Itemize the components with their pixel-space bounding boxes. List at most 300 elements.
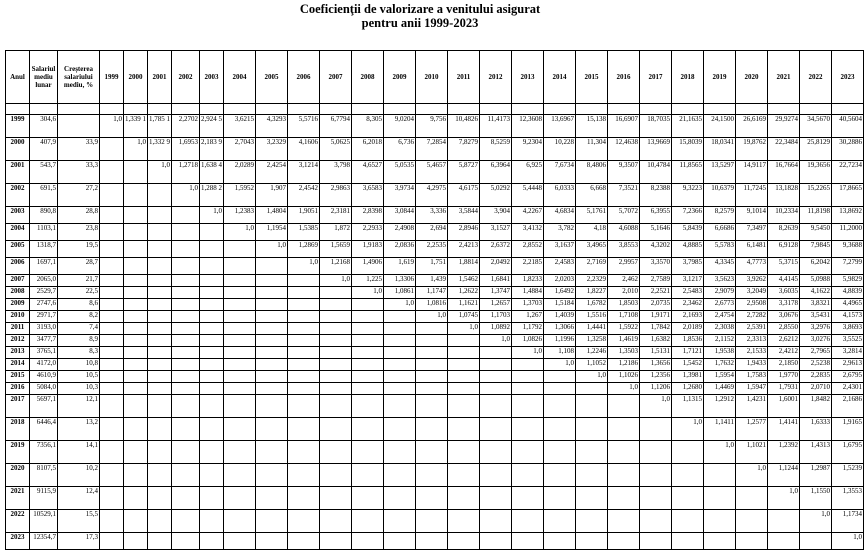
valorization-table — [5, 50, 864, 550]
coefficient-cell: 1,3981 — [672, 371, 704, 383]
salary-cell: 304,6 — [30, 115, 58, 138]
coefficient-cell — [172, 464, 200, 487]
coefficient-cell: 2,462 — [608, 275, 640, 287]
coefficient-cell — [512, 371, 544, 383]
coefficient-cell: 3,798 — [320, 161, 352, 184]
coefficient-cell — [576, 441, 608, 464]
growth-cell — [58, 115, 100, 138]
coefficient-cell: 1,0 — [736, 464, 768, 487]
coefficient-cell: 8,2639 — [768, 224, 800, 241]
coefficient-cell — [352, 371, 384, 383]
coefficient-cell — [288, 441, 320, 464]
coefficient-cell — [224, 464, 256, 487]
table-row — [6, 258, 864, 275]
coefficient-cell: 1,4313 — [800, 441, 832, 464]
coefficient-cell — [224, 418, 256, 441]
coefficient-cell — [124, 464, 148, 487]
coefficient-cell — [544, 395, 576, 418]
coefficient-cell — [544, 418, 576, 441]
table-row — [6, 464, 864, 487]
coefficient-cell: 1,2186 — [608, 359, 640, 371]
coefficient-cell: 13,5297 — [704, 161, 736, 184]
coefficient-cell: 5,5783 — [704, 241, 736, 258]
coefficient-cell: 3,1214 — [288, 161, 320, 184]
coefficient-cell — [148, 224, 172, 241]
coefficient-cell: 6,2042 — [800, 258, 832, 275]
growth-cell: 10,8 — [58, 359, 100, 371]
coefficient-cell — [148, 287, 172, 299]
coefficient-cell — [124, 533, 148, 550]
coefficient-cell: 2,6372 — [480, 241, 512, 258]
coefficient-cell — [100, 441, 124, 464]
coefficient-cell: 1,1026 — [608, 371, 640, 383]
coefficient-cell — [100, 241, 124, 258]
coefficient-cell — [124, 241, 148, 258]
coefficient-cell: 1,6841 — [480, 275, 512, 287]
coefficient-cell: 3,904 — [480, 207, 512, 224]
coefficient-cell — [704, 510, 736, 533]
coefficient-cell — [736, 487, 768, 510]
coefficient-cell — [352, 464, 384, 487]
coefficient-cell — [100, 464, 124, 487]
coefficient-cell: 1,7108 — [608, 311, 640, 323]
coefficient-cell — [288, 510, 320, 533]
coefficient-cell: 2,4908 — [384, 224, 416, 241]
coefficient-cell: 1,5954 — [704, 371, 736, 383]
coefficient-cell: 4,6088 — [608, 224, 640, 241]
coefficient-cell: 1,0 — [224, 224, 256, 241]
coefficient-cell: 1,0 — [172, 184, 200, 207]
coefficient-cell: 1,0 — [384, 299, 416, 311]
coefficient-cell: 1,0 — [704, 441, 736, 464]
coefficient-cell — [200, 323, 224, 335]
coefficient-cell: 1,3703 — [512, 299, 544, 311]
coefficient-cell — [100, 418, 124, 441]
coefficient-cell: 3,5525 — [832, 335, 864, 347]
coefficient-cell: 2,2329 — [576, 275, 608, 287]
coefficient-cell: 4,8885 — [672, 241, 704, 258]
coefficient-cell: 2,1693 — [672, 311, 704, 323]
coefficient-cell: 1,1996 — [544, 335, 576, 347]
coefficient-cell — [448, 395, 480, 418]
coefficient-cell — [416, 359, 448, 371]
coefficient-cell: 3,6583 — [352, 184, 384, 207]
year-cell: 2023 — [6, 533, 30, 550]
coefficient-cell — [100, 347, 124, 359]
column-header: 2005 — [256, 51, 288, 104]
coefficient-cell: 16,7664 — [768, 161, 800, 184]
coefficient-cell: 1,0 — [256, 241, 288, 258]
column-header: 2013 — [512, 51, 544, 104]
coefficient-cell — [320, 335, 352, 347]
coefficient-cell — [448, 487, 480, 510]
coefficient-cell: 5,0988 — [800, 275, 832, 287]
coefficient-cell — [200, 347, 224, 359]
coefficient-cell: 19,8762 — [736, 138, 768, 161]
coefficient-cell — [608, 395, 640, 418]
salary-cell: 5084,0 — [30, 383, 58, 395]
coefficient-cell — [480, 395, 512, 418]
coefficient-cell — [384, 335, 416, 347]
column-header: Creșterea salariului mediu, % — [58, 51, 100, 104]
coefficient-cell: 5,0292 — [480, 184, 512, 207]
salary-cell: 4610,9 — [30, 371, 58, 383]
coefficient-cell — [320, 533, 352, 550]
coefficient-cell — [384, 533, 416, 550]
coefficient-cell — [256, 359, 288, 371]
coefficient-cell: 1,0 — [352, 287, 384, 299]
table-header-row — [6, 51, 864, 104]
column-header: 2019 — [704, 51, 736, 104]
coefficient-cell — [320, 418, 352, 441]
coefficient-cell: 1,0 — [512, 347, 544, 359]
coefficient-cell — [448, 510, 480, 533]
coefficient-cell — [224, 323, 256, 335]
coefficient-cell — [416, 418, 448, 441]
coefficient-cell: 4,1573 — [832, 311, 864, 323]
coefficient-cell — [256, 258, 288, 275]
coefficient-cell — [512, 383, 544, 395]
coefficient-cell — [288, 533, 320, 550]
coefficient-cell — [200, 441, 224, 464]
coefficient-cell: 1,4469 — [704, 383, 736, 395]
coefficient-cell: 4,2975 — [416, 184, 448, 207]
coefficient-cell — [288, 311, 320, 323]
coefficient-cell: 2,0836 — [384, 241, 416, 258]
coefficient-cell: 1,4804 — [256, 207, 288, 224]
coefficient-cell: 8,2388 — [640, 184, 672, 207]
coefficient-cell: 15,8039 — [672, 138, 704, 161]
growth-cell: 33,3 — [58, 161, 100, 184]
column-header: 2006 — [288, 51, 320, 104]
coefficient-cell: 3,782 — [544, 224, 576, 241]
coefficient-cell — [512, 359, 544, 371]
coefficient-cell: 5,8439 — [672, 224, 704, 241]
coefficient-cell — [768, 533, 800, 550]
coefficient-cell: 3,8693 — [832, 323, 864, 335]
coefficient-cell: 2,8946 — [448, 224, 480, 241]
coefficient-cell: 3,2329 — [256, 138, 288, 161]
coefficient-cell — [480, 464, 512, 487]
coefficient-cell — [384, 323, 416, 335]
coefficient-cell: 11,2000 — [832, 224, 864, 241]
coefficient-cell — [256, 347, 288, 359]
coefficient-cell — [608, 487, 640, 510]
coefficient-cell: 3,4965 — [576, 241, 608, 258]
growth-cell: 10,3 — [58, 383, 100, 395]
coefficient-cell: 3,6035 — [768, 287, 800, 299]
coefficient-cell — [320, 359, 352, 371]
coefficient-cell: 2,0203 — [544, 275, 576, 287]
coefficient-cell: 1,6782 — [576, 299, 608, 311]
year-cell: 2006 — [6, 258, 30, 275]
coefficient-cell — [100, 224, 124, 241]
coefficient-cell — [640, 487, 672, 510]
coefficient-cell: 2,3462 — [672, 299, 704, 311]
coefficient-cell — [256, 335, 288, 347]
coefficient-cell — [124, 395, 148, 418]
coefficient-cell: 1,2869 — [288, 241, 320, 258]
coefficient-cell: 1,6333 — [800, 418, 832, 441]
spacer-cell — [6, 104, 30, 115]
table-row — [6, 371, 864, 383]
coefficient-cell: 7,2854 — [416, 138, 448, 161]
coefficient-cell — [124, 418, 148, 441]
coefficient-cell — [148, 335, 172, 347]
coefficient-cell: 1,4884 — [512, 287, 544, 299]
salary-cell: 9115,9 — [30, 487, 58, 510]
coefficient-cell — [148, 418, 172, 441]
coefficient-cell: 1,1747 — [416, 287, 448, 299]
coefficient-cell: 9,5450 — [800, 224, 832, 241]
coefficient-cell — [448, 383, 480, 395]
coefficient-cell — [100, 184, 124, 207]
coefficient-cell: 2,0735 — [640, 299, 672, 311]
coefficient-cell — [416, 533, 448, 550]
coefficient-cell — [224, 275, 256, 287]
coefficient-cell — [416, 510, 448, 533]
coefficient-cell: 1,5922 — [608, 323, 640, 335]
coefficient-cell: 11,4173 — [480, 115, 512, 138]
coefficient-cell: 13,1828 — [768, 184, 800, 207]
coefficient-cell — [256, 311, 288, 323]
coefficient-cell — [576, 533, 608, 550]
coefficient-cell — [148, 371, 172, 383]
coefficient-cell: 1,3066 — [544, 323, 576, 335]
coefficient-cell: 1,2577 — [736, 418, 768, 441]
coefficient-cell — [480, 371, 512, 383]
coefficient-cell: 30,2886 — [832, 138, 864, 161]
coefficient-cell: 1,0 — [672, 418, 704, 441]
column-header: 2014 — [544, 51, 576, 104]
coefficient-cell — [480, 359, 512, 371]
coefficient-cell: 2,3313 — [736, 335, 768, 347]
coefficient-cell — [512, 418, 544, 441]
coefficient-cell: 1,4906 — [352, 258, 384, 275]
year-cell: 2014 — [6, 359, 30, 371]
coefficient-cell — [352, 510, 384, 533]
coefficient-cell: 2,924 5 — [200, 115, 224, 138]
coefficient-cell — [172, 371, 200, 383]
coefficient-cell: 1,0 — [448, 323, 480, 335]
coefficient-cell — [640, 464, 672, 487]
coefficient-cell — [224, 441, 256, 464]
spacer-cell — [352, 104, 384, 115]
coefficient-cell — [100, 533, 124, 550]
coefficient-cell — [172, 224, 200, 241]
coefficient-cell — [352, 395, 384, 418]
coefficient-cell — [172, 533, 200, 550]
coefficient-cell — [224, 533, 256, 550]
coefficient-cell: 4,8839 — [832, 287, 864, 299]
coefficient-cell: 15,138 — [576, 115, 608, 138]
growth-cell: 15,5 — [58, 510, 100, 533]
coefficient-cell: 4,1606 — [288, 138, 320, 161]
coefficient-cell — [124, 323, 148, 335]
coefficient-cell — [256, 418, 288, 441]
coefficient-cell — [640, 418, 672, 441]
coefficient-cell: 6,0333 — [544, 184, 576, 207]
table-spacer-row — [6, 104, 864, 115]
year-cell: 2011 — [6, 323, 30, 335]
coefficient-cell: 1,1703 — [480, 311, 512, 323]
coefficient-cell: 2,010 — [608, 287, 640, 299]
coefficient-cell — [384, 441, 416, 464]
coefficient-cell: 1,0 — [576, 371, 608, 383]
column-header: 2007 — [320, 51, 352, 104]
coefficient-cell — [384, 383, 416, 395]
coefficient-cell: 2,4213 — [448, 241, 480, 258]
coefficient-cell — [736, 510, 768, 533]
coefficient-cell — [320, 323, 352, 335]
coefficient-cell: 13,8692 — [832, 207, 864, 224]
coefficient-cell: 1,0 — [288, 258, 320, 275]
table-row — [6, 224, 864, 241]
coefficient-cell: 1,225 — [352, 275, 384, 287]
growth-cell: 22,5 — [58, 287, 100, 299]
coefficient-cell: 2,6795 — [832, 371, 864, 383]
year-cell: 2016 — [6, 383, 30, 395]
coefficient-cell — [288, 359, 320, 371]
coefficient-cell: 1,9433 — [736, 359, 768, 371]
coefficient-cell: 2,8552 — [512, 241, 544, 258]
coefficient-cell: 10,228 — [544, 138, 576, 161]
coefficient-cell — [100, 287, 124, 299]
coefficient-cell: 5,1761 — [576, 207, 608, 224]
coefficient-cell: 2,2521 — [640, 287, 672, 299]
coefficient-cell — [320, 464, 352, 487]
coefficient-cell: 2,9863 — [320, 184, 352, 207]
coefficient-cell: 1,5462 — [448, 275, 480, 287]
coefficient-cell: 24,1500 — [704, 115, 736, 138]
coefficient-cell — [224, 347, 256, 359]
coefficient-cell — [416, 464, 448, 487]
column-header: Salariul mediu lunar — [30, 51, 58, 104]
coefficient-cell — [416, 347, 448, 359]
coefficient-cell: 4,3293 — [256, 115, 288, 138]
coefficient-cell — [200, 258, 224, 275]
coefficient-cell: 4,4145 — [768, 275, 800, 287]
coefficient-cell: 1,339 1 — [124, 115, 148, 138]
salary-cell: 10529,1 — [30, 510, 58, 533]
salary-cell: 4172,0 — [30, 359, 58, 371]
coefficient-cell — [320, 371, 352, 383]
coefficient-cell: 9,2304 — [512, 138, 544, 161]
coefficient-cell: 25,8129 — [800, 138, 832, 161]
coefficient-cell — [640, 441, 672, 464]
coefficient-cell — [672, 464, 704, 487]
coefficient-cell: 8,2579 — [704, 207, 736, 224]
column-header: 2010 — [416, 51, 448, 104]
coefficient-cell — [288, 383, 320, 395]
coefficient-cell: 1,8536 — [672, 335, 704, 347]
coefficient-cell: 1,2657 — [480, 299, 512, 311]
coefficient-cell: 11,8198 — [800, 207, 832, 224]
coefficient-cell: 1,7121 — [672, 347, 704, 359]
salary-cell: 5697,1 — [30, 395, 58, 418]
coefficient-cell — [224, 258, 256, 275]
coefficient-cell: 6,736 — [384, 138, 416, 161]
coefficient-cell: 1,2356 — [640, 371, 672, 383]
coefficient-cell — [256, 487, 288, 510]
coefficient-cell — [288, 418, 320, 441]
spacer-cell — [30, 104, 58, 115]
coefficient-cell: 1,3553 — [832, 487, 864, 510]
coefficient-cell — [704, 533, 736, 550]
coefficient-cell — [256, 287, 288, 299]
coefficient-cell — [200, 510, 224, 533]
coefficient-cell: 1,4231 — [736, 395, 768, 418]
coefficient-cell — [448, 441, 480, 464]
coefficient-cell: 1,1021 — [736, 441, 768, 464]
coefficient-cell — [172, 418, 200, 441]
coefficient-cell — [672, 510, 704, 533]
column-header: 2023 — [832, 51, 864, 104]
coefficient-cell: 2,5483 — [672, 287, 704, 299]
coefficient-cell — [200, 418, 224, 441]
spacer-cell — [384, 104, 416, 115]
column-header: 2022 — [800, 51, 832, 104]
coefficient-cell: 3,7985 — [672, 258, 704, 275]
coefficient-cell: 1,332 9 — [148, 138, 172, 161]
coefficient-cell: 3,1217 — [672, 275, 704, 287]
salary-cell: 2747,6 — [30, 299, 58, 311]
coefficient-cell — [148, 441, 172, 464]
salary-cell: 890,8 — [30, 207, 58, 224]
column-header: 2000 — [124, 51, 148, 104]
coefficient-cell — [200, 275, 224, 287]
coefficient-cell — [736, 533, 768, 550]
coefficient-cell — [544, 533, 576, 550]
table-row — [6, 418, 864, 441]
coefficient-cell: 1,1315 — [672, 395, 704, 418]
column-header: 1999 — [100, 51, 124, 104]
coefficient-cell: 1,6795 — [832, 441, 864, 464]
coefficient-cell: 1,6382 — [640, 335, 672, 347]
coefficient-cell: 1,2168 — [320, 258, 352, 275]
coefficient-cell: 1,0 — [200, 207, 224, 224]
coefficient-cell: 5,9829 — [832, 275, 864, 287]
coefficient-cell — [416, 441, 448, 464]
coefficient-cell — [148, 184, 172, 207]
coefficient-cell — [224, 299, 256, 311]
coefficient-cell — [448, 464, 480, 487]
coefficient-cell: 6,1481 — [736, 241, 768, 258]
spacer-cell — [416, 104, 448, 115]
table-row — [6, 207, 864, 224]
coefficient-cell — [576, 487, 608, 510]
table-row — [6, 311, 864, 323]
coefficient-cell — [224, 359, 256, 371]
coefficient-cell — [384, 359, 416, 371]
coefficient-cell — [256, 299, 288, 311]
table-row — [6, 383, 864, 395]
coefficient-cell — [608, 441, 640, 464]
coefficient-cell — [200, 241, 224, 258]
coefficient-cell: 6,3964 — [480, 161, 512, 184]
coefficient-cell: 2,8550 — [768, 323, 800, 335]
coefficient-cell — [100, 207, 124, 224]
coefficient-cell: 1,1411 — [704, 418, 736, 441]
coefficient-cell — [320, 441, 352, 464]
coefficient-cell: 1,2622 — [448, 287, 480, 299]
coefficient-cell — [124, 258, 148, 275]
coefficient-cell — [288, 299, 320, 311]
coefficient-cell: 1,5239 — [832, 464, 864, 487]
coefficient-cell: 3,3178 — [768, 299, 800, 311]
coefficient-cell — [172, 323, 200, 335]
growth-cell: 8,6 — [58, 299, 100, 311]
